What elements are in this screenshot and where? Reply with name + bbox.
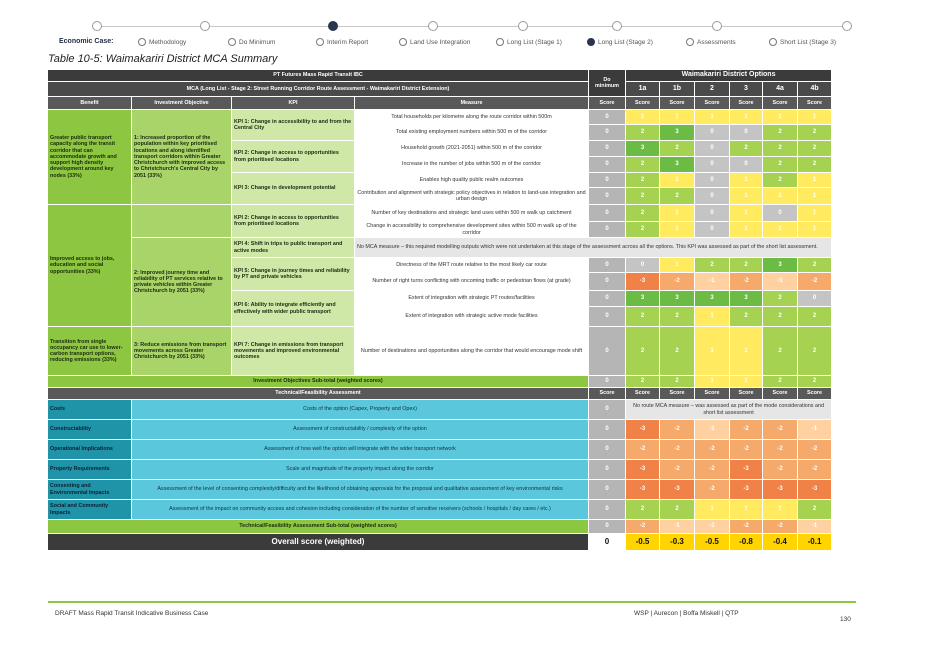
do-minimum-score: 0 <box>589 157 626 173</box>
do-minimum-score: 0 <box>589 520 626 534</box>
score-header: Score <box>626 97 660 110</box>
score-cell: 0 <box>695 222 730 238</box>
score-cell: 1 <box>763 110 798 125</box>
progress-dot <box>612 21 622 31</box>
score-cell: 1 <box>798 110 832 125</box>
score-cell: 0 <box>695 188 730 205</box>
tech-score: -3 <box>626 480 660 500</box>
score-cell: 0 <box>695 205 730 222</box>
step-short-list-3[interactable]: Short List (Stage 3) <box>769 38 836 46</box>
radio-icon <box>496 38 504 46</box>
radio-icon <box>399 38 407 46</box>
tech-score: -2 <box>660 420 695 440</box>
step-long-list-1[interactable]: Long List (Stage 1) <box>496 38 562 46</box>
progress-dot <box>518 21 528 31</box>
score-cell: -3 <box>626 273 660 291</box>
do-minimum-score: 0 <box>589 376 626 388</box>
mca-summary-table <box>47 69 832 551</box>
score-header: Score <box>589 97 626 110</box>
score-cell: 0 <box>798 291 832 307</box>
radio-icon <box>769 38 777 46</box>
score-header: Score <box>660 388 695 400</box>
do-minimum-score: 0 <box>589 273 626 291</box>
score-cell: 1 <box>695 110 730 125</box>
score-cell: 3 <box>626 291 660 307</box>
subtotal-score: 2 <box>660 376 695 388</box>
do-minimum-score: 0 <box>589 141 626 157</box>
tech-score: 1 <box>763 500 798 520</box>
score-cell: 1 <box>695 307 730 327</box>
tech-score: -3 <box>798 480 832 500</box>
do-minimum-score: 0 <box>589 307 626 327</box>
tech-score: -2 <box>730 420 763 440</box>
step-do-minimum[interactable]: Do Minimum <box>228 38 275 46</box>
score-cell: 1 <box>660 258 695 273</box>
score-cell: 1 <box>798 188 832 205</box>
measure-cell: Change in accessibility to comprehensive development sites within 500 m walk up of the corridor <box>355 222 589 238</box>
score-cell: 2 <box>730 141 763 157</box>
tech-score: -2 <box>660 460 695 480</box>
tech-subtotal-score: -1 <box>798 520 832 534</box>
do-minimum-score: 0 <box>589 327 626 376</box>
score-cell: 1 <box>660 173 695 188</box>
score-cell: 2 <box>798 327 832 376</box>
score-cell: 1 <box>730 188 763 205</box>
overall-score-label: Overall score (weighted) <box>48 534 589 551</box>
tech-score: -2 <box>763 420 798 440</box>
overall-score: -0.4 <box>763 534 798 551</box>
measure-header: Measure <box>355 97 589 110</box>
score-cell: 2 <box>730 307 763 327</box>
benefit-cell: Greater public transport capacity along the transit corridor that can accommodate growth and support high density development around key nodes (33%) <box>48 110 132 205</box>
kpi-header: KPI <box>232 97 355 110</box>
tech-row-name: Costs <box>48 400 132 420</box>
tech-row-desc: Assessment of how well the option will integrate with the wider transport network <box>132 440 589 460</box>
tech-subtotal-score: -1 <box>695 520 730 534</box>
do-minimum-score: 0 <box>589 420 626 440</box>
measure-cell: Increase in the number of jobs within 500 m of the corridor <box>355 157 589 173</box>
score-cell: 2 <box>626 222 660 238</box>
score-header: Score <box>763 388 798 400</box>
score-cell: 2 <box>763 173 798 188</box>
score-cell: 2 <box>763 141 798 157</box>
do-minimum-score: 0 <box>589 258 626 273</box>
radio-selected-icon <box>587 38 595 46</box>
progress-dot-active <box>328 21 338 31</box>
measure-cell: Extent of integration with strategic active mode facilities <box>355 307 589 327</box>
progress-dot <box>712 21 722 31</box>
score-cell: 1 <box>798 173 832 188</box>
ibc-title: PT Futures Mass Rapid Transit IBC <box>48 70 589 82</box>
score-cell: 3 <box>660 125 695 141</box>
tech-subtotal-score: -2 <box>730 520 763 534</box>
do-minimum-score: 0 <box>589 222 626 238</box>
tech-score: -3 <box>660 480 695 500</box>
measure-cell: Number of right turns conflicting with oncoming traffic or pedestrian flows (at grade) <box>355 273 589 291</box>
tech-row-name: Social and Community Impacts <box>48 500 132 520</box>
score-cell: 1 <box>626 110 660 125</box>
tech-row-name: Consenting and Environmental Impacts <box>48 480 132 500</box>
economic-case-label: Economic Case: <box>59 38 114 45</box>
score-cell: 3 <box>730 291 763 307</box>
score-cell: 2 <box>798 157 832 173</box>
score-cell: 0 <box>695 125 730 141</box>
radio-icon <box>686 38 694 46</box>
option-header: 3 <box>730 82 763 97</box>
measure-cell: Enables high quality public realm outcomes <box>355 173 589 188</box>
score-header: Score <box>626 388 660 400</box>
tech-subtotal-score: -2 <box>763 520 798 534</box>
objective-cell <box>132 205 232 238</box>
tech-score: -2 <box>660 440 695 460</box>
benefit-cell: Transition from single occupancy car use to lower-carbon transport options, reducing emissions (33%) <box>48 327 132 376</box>
score-cell: 3 <box>695 291 730 307</box>
benefit-header: Benefit <box>48 97 132 110</box>
kpi-cell: KPI 6: Ability to integrate efficiently and effectively with wider public transport <box>232 291 355 327</box>
subtotal-score: 2 <box>763 376 798 388</box>
tech-row-desc: Assessment of the level of consenting complexity/difficulty and the likelihood of obtaining approvals for the proposal and qualitative assessment of key environmental risks <box>132 480 589 500</box>
score-cell: 2 <box>626 125 660 141</box>
tech-score: -2 <box>695 480 730 500</box>
kpi-cell: KPI 1: Change in accessibility to and from the Central City <box>232 110 355 141</box>
progress-dot <box>842 21 852 31</box>
objective-cell: 3: Reduce emissions from transport movements across Greater Christchurch by 2051 (33%) <box>132 327 232 376</box>
score-cell: 0 <box>626 258 660 273</box>
score-cell: 2 <box>626 307 660 327</box>
objective-cell: 1: Increased proportion of the population within key prioritised locations and along identified transport corridors within Greater Christchurch with improved access to Christchurch's Central City by 2051 (33%) <box>132 110 232 205</box>
tech-row-desc: Assessment of the impact on community access and cohesion including consideration of the number of sensitive receivers (schools / hospitals / day cares / etc.) <box>132 500 589 520</box>
radio-icon <box>138 38 146 46</box>
tech-score: -2 <box>695 460 730 480</box>
score-cell: 2 <box>730 258 763 273</box>
score-cell: 0 <box>695 173 730 188</box>
tech-score: -3 <box>730 460 763 480</box>
tech-score: -2 <box>798 460 832 480</box>
score-cell: 3 <box>660 157 695 173</box>
tech-score: -2 <box>763 460 798 480</box>
score-header: Score <box>695 97 730 110</box>
score-cell: 0 <box>695 141 730 157</box>
kpi-cell: KPI 2: Change in access to opportunities from prioritised locations <box>232 205 355 238</box>
subtotal-score: 1 <box>695 376 730 388</box>
score-cell: 2 <box>763 307 798 327</box>
score-cell: 3 <box>763 258 798 273</box>
do-minimum-score: 0 <box>589 480 626 500</box>
tech-score: -2 <box>763 440 798 460</box>
tech-score: 1 <box>695 500 730 520</box>
step-long-list-2[interactable]: Long List (Stage 2) <box>587 38 653 46</box>
tech-score: -2 <box>626 440 660 460</box>
tech-score: -3 <box>626 460 660 480</box>
score-cell: 1 <box>730 205 763 222</box>
do-minimum-score: 0 <box>589 205 626 222</box>
tech-score: -3 <box>730 480 763 500</box>
score-cell: 1 <box>798 222 832 238</box>
overall-score: -0.8 <box>730 534 763 551</box>
score-cell: 3 <box>626 141 660 157</box>
step-assessments[interactable]: Assessments <box>686 38 736 46</box>
subtotal-score: 2 <box>626 376 660 388</box>
score-cell: 1 <box>763 188 798 205</box>
district-options-header: Waimakariri District Options <box>626 70 832 82</box>
score-cell: -2 <box>660 273 695 291</box>
measure-cell: Directness of the MRT route relative to the most likely car route <box>355 258 589 273</box>
table-title: Table 10-5: Waimakariri District MCA Summary <box>48 53 278 65</box>
benefit-cell: Improved access to jobs, education and social opportunities (33%) <box>48 205 132 327</box>
do-minimum-header: Do minimum <box>589 70 626 97</box>
score-cell: 2 <box>660 327 695 376</box>
tech-score: -2 <box>730 440 763 460</box>
kpi-cell: KPI 7: Change in emissions from transport movements and improved environmental outcomes <box>232 327 355 376</box>
measure-cell: Contribution and alignment with strategic policy objectives in relation to land-use integration and urban design <box>355 188 589 205</box>
score-cell: 3 <box>660 291 695 307</box>
tech-score: 2 <box>798 500 832 520</box>
measure-cell: Number of key destinations and strategic land uses within 500 m walk up catchment <box>355 205 589 222</box>
kpi-cell: KPI 3: Change in development potential <box>232 173 355 205</box>
score-cell: 1 <box>730 222 763 238</box>
measure-cell: Total households per kilometre along the route corridor within 500m <box>355 110 589 125</box>
tech-row-name: Operational Implications <box>48 440 132 460</box>
do-minimum-score: 0 <box>589 291 626 307</box>
progress-dot <box>92 21 102 31</box>
option-header: 1a <box>626 82 660 97</box>
score-cell: -2 <box>730 273 763 291</box>
option-header: 1b <box>660 82 695 97</box>
overall-score: -0.1 <box>798 534 832 551</box>
do-minimum-score: 0 <box>589 500 626 520</box>
tech-assessment-header: Technical/Feasibility Assessment <box>48 388 589 400</box>
score-cell: 1 <box>660 222 695 238</box>
do-minimum-score: 0 <box>589 460 626 480</box>
score-cell: 1 <box>763 222 798 238</box>
tech-score: -3 <box>763 480 798 500</box>
option-header: 4b <box>798 82 832 97</box>
score-cell: -1 <box>695 273 730 291</box>
score-header: Score <box>798 388 832 400</box>
measure-cell: Household growth (2021-2051) within 500 m of the corridor <box>355 141 589 157</box>
tech-subtotal-score: -2 <box>626 520 660 534</box>
step-land-use-integration[interactable]: Land Use Integration <box>399 38 470 46</box>
option-header: 2 <box>695 82 730 97</box>
score-cell: 2 <box>763 327 798 376</box>
page-number: 130 <box>840 616 851 623</box>
footer-divider <box>48 601 856 603</box>
mca-title: MCA (Long List - Stage 2: Street Running Corridor Route Assessment - Waimakariri District Extension) <box>48 82 589 97</box>
score-cell: 2 <box>798 141 832 157</box>
measure-cell: Total existing employment numbers within 500 m of the corridor <box>355 125 589 141</box>
do-minimum-score: 0 <box>589 188 626 205</box>
score-cell: 0 <box>730 125 763 141</box>
do-minimum-score: 0 <box>589 110 626 125</box>
tech-score: -2 <box>798 440 832 460</box>
score-cell: 1 <box>660 110 695 125</box>
score-cell: 2 <box>626 205 660 222</box>
score-cell: 0 <box>730 157 763 173</box>
score-cell: 1 <box>660 205 695 222</box>
score-cell: 1 <box>730 327 763 376</box>
kpi-cell: KPI 4: Shift in trips to public transport and active modes <box>232 238 355 258</box>
kpi-cell: KPI 5: Change in journey times and reliability by PT and private vehicles <box>232 258 355 291</box>
score-cell: 2 <box>763 291 798 307</box>
do-minimum-score: 0 <box>589 173 626 188</box>
score-cell: 1 <box>798 205 832 222</box>
score-header: Score <box>763 97 798 110</box>
score-cell: 1 <box>730 110 763 125</box>
score-cell: 0 <box>695 157 730 173</box>
score-header: Score <box>730 388 763 400</box>
score-cell: 2 <box>626 188 660 205</box>
radio-icon <box>228 38 236 46</box>
measure-cell: Extent of integration with strategic PT routes/facilities <box>355 291 589 307</box>
score-cell: 2 <box>626 327 660 376</box>
score-cell: 2 <box>798 307 832 327</box>
step-methodology[interactable]: Methodology <box>138 38 186 46</box>
tech-row-name: Constructability <box>48 420 132 440</box>
tech-score: -1 <box>695 420 730 440</box>
score-cell: -2 <box>798 273 832 291</box>
tech-row-desc: Assessment of constructability / complexity of the option <box>132 420 589 440</box>
option-header: 4a <box>763 82 798 97</box>
tech-subtotal-score: -1 <box>660 520 695 534</box>
tech-score: 2 <box>626 500 660 520</box>
tech-row-name: Property Requirements <box>48 460 132 480</box>
footer-authors: WSP | Aurecon | Boffa Miskell | QTP <box>634 610 739 617</box>
score-cell: 2 <box>660 141 695 157</box>
score-header: Score <box>660 97 695 110</box>
objective-cell: 2: Improved journey time and reliability of PT services relative to private vehicles within Greater Christchurch by 2051 (33%) <box>132 238 232 327</box>
score-header: Score <box>695 388 730 400</box>
tech-row-desc: Costs of the option (Capex, Property and Opex) <box>132 400 589 420</box>
costs-note: No route MCA measure – was assessed as part of the mode considerations and short list assessment <box>626 400 832 420</box>
step-interim-report[interactable]: Interim Report <box>316 38 368 46</box>
tech-score: -3 <box>626 420 660 440</box>
tech-score: 2 <box>660 500 695 520</box>
score-cell: 2 <box>763 125 798 141</box>
subtotal-score: 1 <box>730 376 763 388</box>
kpi4-note: No MCA measure – this required modelling outputs which were not undertaken at this stage of the assessment across all the options. This KPI was assessed as part of the short list assessment. <box>355 238 832 258</box>
overall-score: -0.3 <box>660 534 695 551</box>
score-cell: 2 <box>798 125 832 141</box>
do-minimum-score: 0 <box>589 440 626 460</box>
score-cell: 2 <box>695 258 730 273</box>
score-cell: 2 <box>660 307 695 327</box>
tech-subtotal-label: Technical/Feasibility Assessment Sub-total (weighted scores) <box>48 520 589 534</box>
score-cell: 1 <box>730 173 763 188</box>
tech-score: -2 <box>695 440 730 460</box>
overall-do-minimum: 0 <box>589 534 626 551</box>
do-minimum-score: 0 <box>589 125 626 141</box>
io-subtotal-label: Investment Objectives Sub-total (weighted scores) <box>48 376 589 388</box>
kpi-cell: KPI 2: Change in access to opportunities from prioritised locations <box>232 141 355 173</box>
score-cell: -1 <box>763 273 798 291</box>
score-cell: 2 <box>763 157 798 173</box>
overall-score: -0.5 <box>626 534 660 551</box>
score-cell: 2 <box>626 173 660 188</box>
measure-cell: Number of destinations and opportunities along the corridor that would encourage mode shift <box>355 327 589 376</box>
tech-score: 1 <box>730 500 763 520</box>
score-header: Score <box>798 97 832 110</box>
progress-dot <box>428 21 438 31</box>
footer-document-title: DRAFT Mass Rapid Transit Indicative Business Case <box>55 610 209 617</box>
tech-row-desc: Scale and magnitude of the property impact along the corridor <box>132 460 589 480</box>
tech-score: -1 <box>798 420 832 440</box>
score-cell: 1 <box>695 327 730 376</box>
progress-dot <box>200 21 210 31</box>
score-cell: 2 <box>660 188 695 205</box>
score-header: Score <box>730 97 763 110</box>
do-minimum-score: 0 <box>589 400 626 420</box>
overall-score: -0.5 <box>695 534 730 551</box>
score-cell: 0 <box>763 205 798 222</box>
objective-header: Investment Objective <box>132 97 232 110</box>
score-cell: 2 <box>626 157 660 173</box>
progress-stepper <box>52 16 852 50</box>
score-header: Score <box>589 388 626 400</box>
subtotal-score: 2 <box>798 376 832 388</box>
score-cell: 2 <box>798 258 832 273</box>
radio-icon <box>316 38 324 46</box>
